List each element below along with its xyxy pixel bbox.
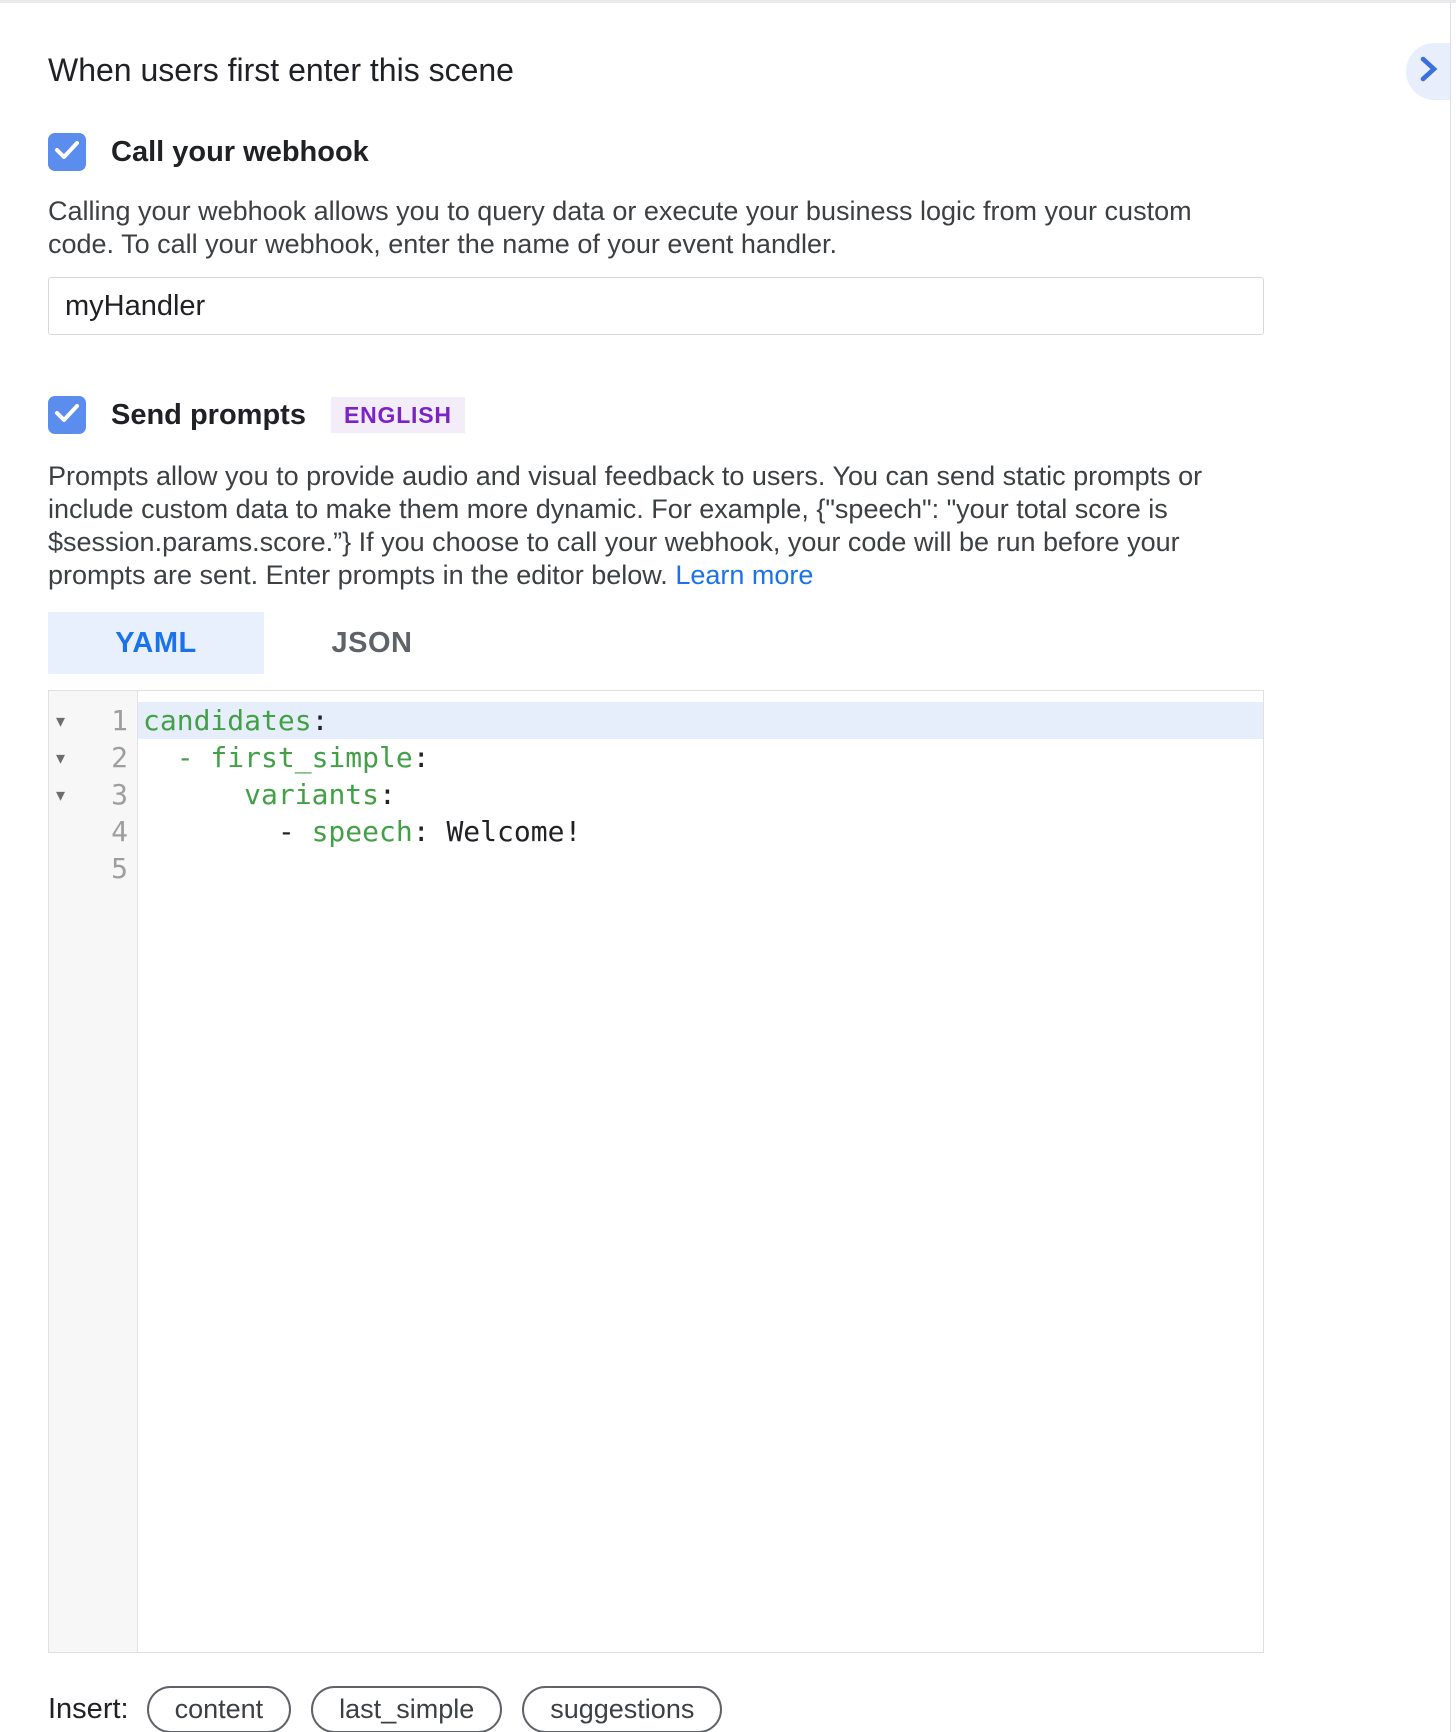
line-number: 3 (111, 778, 128, 811)
checkmark-icon (54, 139, 80, 166)
prompts-label: Send prompts (111, 398, 306, 431)
page-title: When users first enter this scene (48, 52, 514, 88)
event-handler-input[interactable] (48, 277, 1264, 335)
yaml-plain-token: : Welcome! (412, 815, 582, 848)
insert-chip-last_simple[interactable]: last_simple (311, 1686, 502, 1732)
editor-format-tabs (48, 612, 1264, 674)
yaml-plain-token: : (311, 704, 329, 737)
fold-arrow-icon[interactable]: ▾ (56, 710, 66, 731)
chevron-right-icon (1415, 54, 1441, 89)
code-line[interactable] (138, 776, 1263, 813)
prompts-description (48, 460, 1264, 592)
yaml-key-token: variants (244, 778, 380, 811)
editor-gutter (49, 691, 138, 1652)
yaml-plain-token: - (143, 815, 312, 848)
webhook-description: Calling your webhook allows you to query data or execute your business logic from your custom code. To call your webhook, enter the name of your event handler. (48, 196, 1192, 259)
code-line[interactable] (138, 850, 1263, 887)
gutter-row (49, 776, 137, 813)
insert-row (48, 1686, 1264, 1732)
webhook-checkbox[interactable] (48, 133, 86, 171)
prompts-checkbox-row (48, 396, 1264, 434)
insert-chip-group (147, 1686, 743, 1732)
tab-json[interactable]: JSON (331, 626, 413, 659)
yaml-key-token: candidates (143, 704, 312, 737)
checkmark-icon (54, 402, 80, 429)
code-line[interactable] (138, 813, 1263, 850)
code-line[interactable] (138, 702, 1263, 739)
editor-code-area[interactable] (138, 691, 1263, 1652)
yaml-key-token: - first_simple (176, 741, 413, 774)
tab-yaml[interactable]: YAML (48, 612, 264, 674)
line-number: 4 (111, 815, 128, 848)
yaml-key-token: speech (311, 815, 413, 848)
webhook-checkbox-row (48, 133, 1264, 171)
prompts-checkbox[interactable] (48, 396, 86, 434)
panel-right-border (1450, 3, 1451, 1732)
yaml-plain-token: : (379, 778, 396, 811)
gutter-row (49, 813, 137, 850)
line-number: 5 (111, 852, 128, 885)
fold-arrow-icon[interactable]: ▾ (56, 784, 66, 805)
webhook-label: Call your webhook (111, 135, 369, 168)
line-number: 1 (111, 704, 128, 737)
language-badge: ENGLISH (331, 397, 465, 433)
code-line[interactable] (138, 739, 1263, 776)
prompt-code-editor (48, 690, 1264, 1653)
gutter-row (49, 850, 137, 887)
prompts-description-text: Prompts allow you to provide audio and visual feedback to users. You can send static prompts or include custom data to make them more dynamic. For example, {"speech": "your total score is $session.params.score.”} If you choose to call your webhook, your code will be run before your prompts are sent. Enter prompts in the editor below. (48, 461, 1203, 590)
learn-more-link[interactable]: Learn more (675, 560, 814, 590)
yaml-plain-token (143, 741, 177, 774)
gutter-row (49, 739, 137, 776)
insert-chip-content[interactable]: content (147, 1686, 292, 1732)
insert-label: Insert: (48, 1693, 129, 1725)
yaml-plain-token: : (412, 741, 430, 774)
yaml-plain-token (143, 778, 244, 811)
line-number: 2 (111, 741, 128, 774)
insert-chip-suggestions[interactable]: suggestions (522, 1686, 722, 1732)
fold-arrow-icon[interactable]: ▾ (56, 747, 66, 768)
gutter-row (49, 702, 137, 739)
